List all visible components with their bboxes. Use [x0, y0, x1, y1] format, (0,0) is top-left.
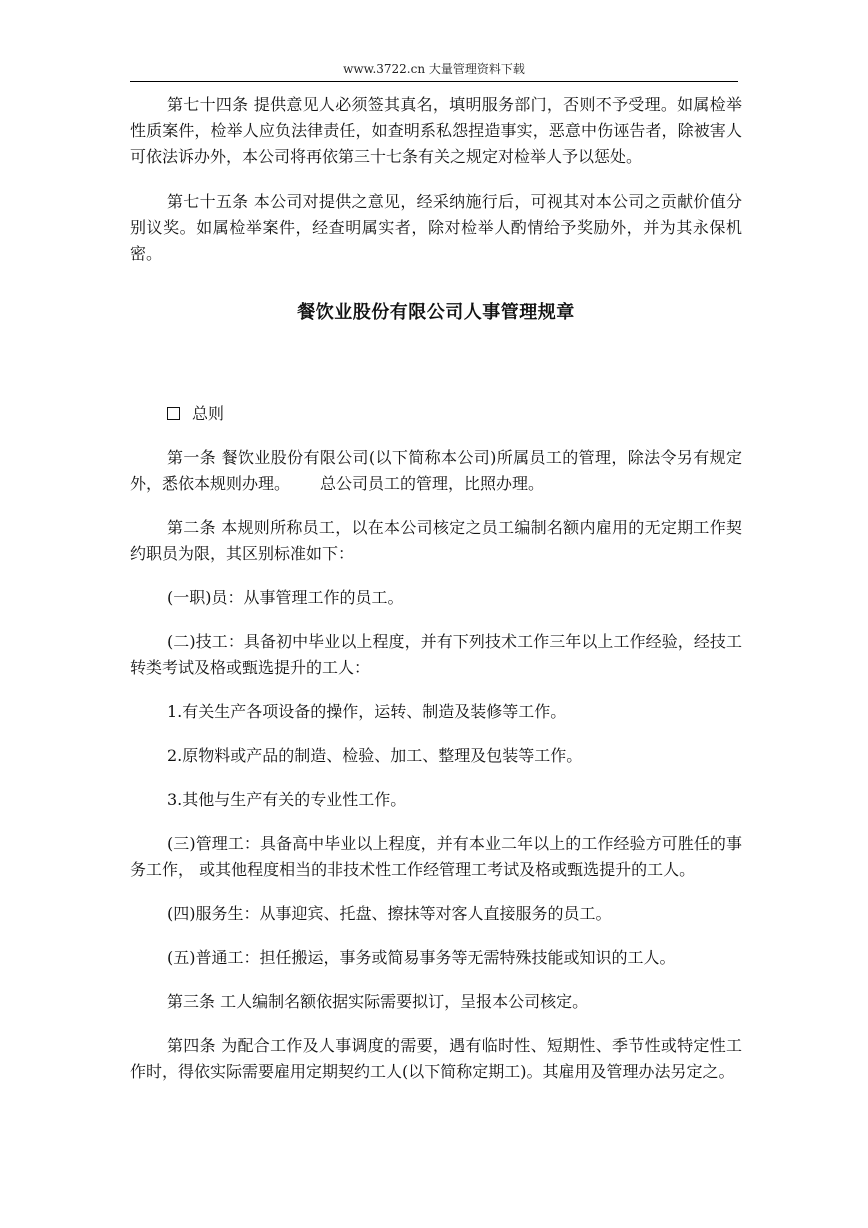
header-tagline: 大量管理资料下载	[428, 62, 525, 76]
clause-general-worker: (五)普通工：担任搬运，事务或简易事务等无需特殊技能或知识的工人。	[167, 948, 676, 967]
checkbox-square-icon	[167, 407, 180, 420]
clause-technician: (二)技工：具备初中毕业以上程度，并有下列技术工作三年以上工作经验，经技工转类考试及格或甄选提升的工人：	[130, 632, 742, 677]
section-label: 总则	[192, 404, 225, 423]
article-75: 第七十五条 本公司对提供之意见，经采纳施行后，可视其对本公司之贡献价值分别议奖。如属检举案件，经查明属实者，除对检举人酌情给予奖励外，并为其永保机密。	[130, 192, 742, 263]
article-74: 第七十四条 提供意见人必须签其真名，填明服务部门，否则不予受理。如属检举性质案件，检举人应负法律责任，如查明系私怨捏造事实，恶意中伤诬告者，除被害人可依法诉办外，本公司将再依第三十七条有关之规定对检举人予以惩处。	[130, 95, 742, 166]
page-header	[130, 62, 738, 76]
item-1: 1.有关生产各项设备的操作，运转、制造及装修等工作。	[167, 702, 567, 721]
article-1	[130, 445, 742, 497]
header-rule	[130, 81, 738, 82]
document-body	[130, 92, 742, 1085]
section-heading	[130, 401, 742, 427]
article-2: 第二条 本规则所称员工，以在本公司核定之员工编制名额内雇用的无定期工作契约职员为限，其区别标准如下：	[130, 518, 742, 563]
item-3: 3.其他与生产有关的专业性工作。	[167, 790, 407, 809]
clause-management-worker: (三)管理工：具备高中毕业以上程度，并有本业二年以上的工作经验方可胜任的事务工作， 或其他程度相当的非技术性工作经管理工考试及格或甄选提升的工人。	[130, 834, 742, 879]
article-1-text: 第一条 餐饮业股份有限公司(以下简称本公司)所属员工的管理，除法令另有规定外，悉依本规则办理。	[130, 448, 742, 493]
document-title: 餐饮业股份有限公司人事管理规章	[297, 302, 575, 323]
article-1-note: 总公司员工的管理，比照办理。	[320, 474, 545, 493]
header-site: www.3722.cn	[343, 62, 426, 76]
clause-staff: (一职)员：从事管理工作的员工。	[167, 588, 404, 607]
article-3: 第三条 工人编制名额依据实际需要拟订，呈报本公司核定。	[167, 992, 589, 1011]
item-2: 2.原物料或产品的制造、检验、加工、整理及包装等工作。	[167, 746, 583, 765]
article-4: 第四条 为配合工作及人事调度的需要，遇有临时性、短期性、季节性或特定性工作时，得依实际需要雇用定期契约工人(以下简称定期工)。其雇用及管理办法另定之。	[130, 1036, 742, 1081]
clause-waiter: (四)服务生：从事迎宾、托盘、擦抹等对客人直接服务的员工。	[167, 904, 612, 923]
